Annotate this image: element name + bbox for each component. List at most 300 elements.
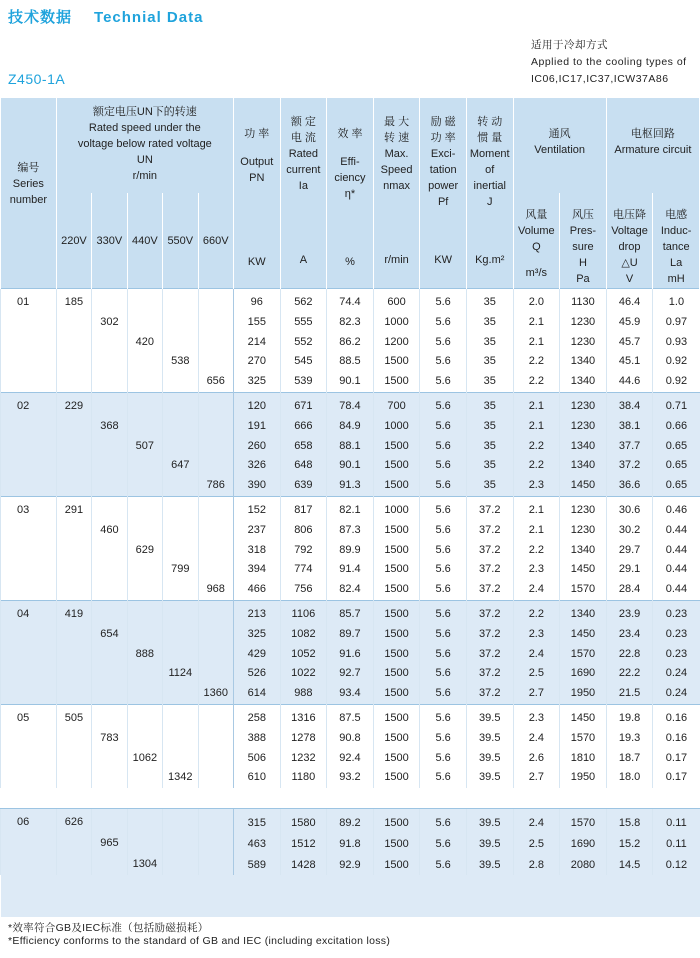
data-cell: 37.2	[466, 580, 513, 600]
data-cell: 38.1	[606, 417, 653, 437]
cooling-note	[531, 37, 687, 88]
data-cell: 88.1	[327, 437, 374, 457]
data-cell: 2.4	[513, 580, 560, 600]
data-cell: 1000	[373, 496, 420, 520]
data-cell: 0.44	[653, 521, 700, 541]
data-cell: 1500	[373, 541, 420, 561]
data-cell: 39.5	[466, 749, 513, 769]
rated-speed: 783	[100, 731, 119, 744]
data-cell: 1180	[280, 768, 327, 788]
data-cell: 1232	[280, 749, 327, 769]
data-cell: 0.65	[653, 456, 700, 476]
data-cell: 35	[466, 352, 513, 372]
header-volume: 风量 Volume Q m³/s	[513, 193, 560, 289]
data-cell: 1316	[280, 704, 327, 728]
data-cell: 5.6	[420, 392, 467, 416]
data-cell: 1950	[560, 768, 607, 788]
data-cell: 90.1	[327, 372, 374, 392]
data-cell: 5.6	[420, 521, 467, 541]
data-cell: 237	[233, 521, 280, 541]
data-cell: 29.1	[606, 560, 653, 580]
rated-speed: 1360	[203, 687, 228, 700]
header-efficiency: 效 率 Effi- ciency η* %	[327, 98, 374, 289]
data-cell: 39.5	[466, 808, 513, 833]
data-cell: 5.6	[420, 313, 467, 333]
data-cell: 388	[233, 729, 280, 749]
rated-speed: 419	[64, 607, 84, 620]
rated-speed: 629	[135, 543, 155, 556]
data-cell: 0.23	[653, 600, 700, 624]
data-cell: 2.2	[513, 600, 560, 624]
data-cell: 1500	[373, 855, 420, 876]
data-cell: 35	[466, 417, 513, 437]
header-armature: 电枢回路 Armature circuit	[606, 98, 699, 193]
data-cell: 260	[233, 437, 280, 457]
data-cell: 2.0	[513, 289, 560, 313]
data-cell: 0.11	[653, 834, 700, 855]
data-cell: 1.0	[653, 289, 700, 313]
rated-speed: 291	[64, 503, 84, 516]
data-cell: 0.17	[653, 749, 700, 769]
data-cell: 22.2	[606, 664, 653, 684]
series-number: 06	[1, 808, 57, 875]
data-cell: 1130	[560, 289, 607, 313]
data-cell: 2.2	[513, 437, 560, 457]
data-cell: 35	[466, 456, 513, 476]
data-cell: 1500	[373, 684, 420, 704]
table-row	[1, 808, 700, 833]
data-cell: 1570	[560, 808, 607, 833]
data-cell: 39.5	[466, 855, 513, 876]
data-cell: 37.2	[466, 600, 513, 624]
header-volt-550: 550V	[163, 193, 198, 289]
data-cell: 2.2	[513, 372, 560, 392]
data-cell: 15.2	[606, 834, 653, 855]
data-cell: 1340	[560, 372, 607, 392]
data-cell: 15.8	[606, 808, 653, 833]
data-cell: 92.9	[327, 855, 374, 876]
page-heading	[8, 6, 203, 27]
data-cell: 39.5	[466, 704, 513, 728]
data-cell: 5.6	[420, 352, 467, 372]
data-cell: 191	[233, 417, 280, 437]
data-cell: 120	[233, 392, 280, 416]
data-cell: 91.3	[327, 476, 374, 496]
data-cell: 1450	[560, 476, 607, 496]
data-cell: 37.2	[466, 625, 513, 645]
data-cell: 1340	[560, 456, 607, 476]
data-cell: 2.1	[513, 417, 560, 437]
speed-cell-4	[198, 600, 233, 704]
data-cell: 1500	[373, 834, 420, 855]
data-cell: 1340	[560, 541, 607, 561]
data-cell: 1230	[560, 313, 607, 333]
data-cell: 1500	[373, 437, 420, 457]
data-cell: 92.4	[327, 749, 374, 769]
data-cell: 1500	[373, 749, 420, 769]
table-row	[1, 289, 700, 313]
speed-cell-2	[127, 496, 162, 600]
data-cell: 539	[280, 372, 327, 392]
data-cell: 5.6	[420, 625, 467, 645]
header-inductance: 电感 Induc- tance La mH	[653, 193, 700, 289]
data-cell: 5.6	[420, 664, 467, 684]
data-cell: 325	[233, 372, 280, 392]
data-cell: 325	[233, 625, 280, 645]
data-cell: 0.24	[653, 684, 700, 704]
rated-speed: 460	[100, 523, 119, 536]
data-cell: 506	[233, 749, 280, 769]
rated-speed: 654	[100, 627, 119, 640]
data-cell: 90.1	[327, 456, 374, 476]
rated-speed: 302	[100, 315, 119, 328]
data-cell: 2.1	[513, 496, 560, 520]
data-cell: 1340	[560, 600, 607, 624]
data-cell: 5.6	[420, 749, 467, 769]
header-inertia: 转 动 惯 量 Moment of inertial J Kg.m²	[466, 98, 513, 289]
data-cell: 1512	[280, 834, 327, 855]
data-cell: 1580	[280, 808, 327, 833]
data-cell: 39.5	[466, 729, 513, 749]
data-cell: 0.71	[653, 392, 700, 416]
data-cell: 37.2	[606, 456, 653, 476]
data-cell: 270	[233, 352, 280, 372]
data-cell: 0.11	[653, 808, 700, 833]
data-cell: 5.6	[420, 333, 467, 353]
data-cell: 2.2	[513, 352, 560, 372]
rated-speed: 420	[135, 335, 155, 348]
data-cell: 19.3	[606, 729, 653, 749]
data-cell: 35	[466, 333, 513, 353]
header-excitation: 励 磁 功 率 Exci- tation power Pf KW	[420, 98, 467, 289]
data-cell: 318	[233, 541, 280, 561]
speed-cell-2	[127, 289, 162, 393]
data-cell: 466	[233, 580, 280, 600]
header-ventilation: 通风 Ventilation	[513, 98, 606, 193]
data-cell: 44.6	[606, 372, 653, 392]
data-cell: 22.8	[606, 645, 653, 665]
data-cell: 78.4	[327, 392, 374, 416]
data-cell: 30.6	[606, 496, 653, 520]
data-cell: 463	[233, 834, 280, 855]
data-cell: 86.2	[327, 333, 374, 353]
speed-cell-1	[92, 392, 127, 496]
rated-speed: 1342	[168, 771, 193, 784]
table-row	[1, 600, 700, 624]
rated-speed: 229	[64, 399, 84, 412]
data-cell: 1570	[560, 645, 607, 665]
heading-cn: 技术数据	[8, 9, 73, 26]
heading-en: Technial Data	[94, 9, 204, 26]
data-cell: 91.8	[327, 834, 374, 855]
rated-speed: 965	[100, 836, 119, 849]
data-cell: 0.93	[653, 333, 700, 353]
data-cell: 1570	[560, 580, 607, 600]
data-cell: 1500	[373, 352, 420, 372]
data-cell: 5.6	[420, 729, 467, 749]
data-cell: 429	[233, 645, 280, 665]
rated-speed: 786	[206, 479, 225, 492]
rated-speed: 799	[171, 563, 190, 576]
spacer-row	[1, 788, 700, 808]
data-cell: 45.1	[606, 352, 653, 372]
data-cell: 1500	[373, 372, 420, 392]
data-cell: 1500	[373, 456, 420, 476]
data-cell: 1690	[560, 834, 607, 855]
data-cell: 1340	[560, 437, 607, 457]
data-cell: 0.92	[653, 372, 700, 392]
data-cell: 89.2	[327, 808, 374, 833]
data-cell: 37.2	[466, 541, 513, 561]
data-cell: 1022	[280, 664, 327, 684]
speed-cell-0	[56, 808, 91, 875]
data-cell: 2.3	[513, 704, 560, 728]
series-number: 02	[1, 392, 57, 496]
rated-speed: 368	[100, 419, 119, 432]
data-cell: 1500	[373, 521, 420, 541]
data-cell: 90.8	[327, 729, 374, 749]
data-cell: 5.6	[420, 808, 467, 833]
speed-cell-1	[92, 289, 127, 393]
model-title: Z450-1A	[8, 71, 66, 87]
speed-cell-0	[56, 392, 91, 496]
speed-cell-0	[56, 704, 91, 788]
data-cell: 5.6	[420, 684, 467, 704]
data-cell: 600	[373, 289, 420, 313]
data-cell: 700	[373, 392, 420, 416]
data-cell: 0.92	[653, 352, 700, 372]
speed-cell-1	[92, 600, 127, 704]
data-cell: 35	[466, 313, 513, 333]
data-cell: 2.3	[513, 560, 560, 580]
speed-cell-2	[127, 808, 162, 875]
data-cell: 5.6	[420, 437, 467, 457]
data-cell: 1950	[560, 684, 607, 704]
data-cell: 1082	[280, 625, 327, 645]
data-cell: 91.6	[327, 645, 374, 665]
data-cell: 23.4	[606, 625, 653, 645]
data-cell: 5.6	[420, 289, 467, 313]
table-row	[1, 496, 700, 520]
data-cell: 35	[466, 289, 513, 313]
data-cell: 5.6	[420, 541, 467, 561]
data-cell: 0.12	[653, 855, 700, 876]
data-cell: 390	[233, 476, 280, 496]
data-cell: 0.23	[653, 625, 700, 645]
data-cell: 1500	[373, 768, 420, 788]
speed-cell-4	[198, 808, 233, 875]
rated-speed: 656	[206, 375, 225, 388]
data-cell: 1500	[373, 664, 420, 684]
data-cell: 545	[280, 352, 327, 372]
data-cell: 2.1	[513, 313, 560, 333]
footnote-en: *Efficiency conforms to the standard of GB and IEC (including excitation loss)	[8, 935, 391, 947]
data-cell: 0.44	[653, 541, 700, 561]
data-cell: 38.4	[606, 392, 653, 416]
rated-speed: 538	[171, 355, 190, 368]
data-cell: 46.4	[606, 289, 653, 313]
header-voltage-drop: 电压降 Voltage drop △U V	[606, 193, 653, 289]
data-cell: 45.9	[606, 313, 653, 333]
data-cell: 562	[280, 289, 327, 313]
data-cell: 39.5	[466, 768, 513, 788]
data-cell: 1000	[373, 417, 420, 437]
rated-speed: 1124	[168, 667, 193, 680]
data-cell: 1500	[373, 580, 420, 600]
data-cell: 87.5	[327, 704, 374, 728]
data-cell: 2.1	[513, 392, 560, 416]
data-cell: 1230	[560, 333, 607, 353]
rated-speed: 968	[206, 583, 225, 596]
data-cell: 0.65	[653, 476, 700, 496]
header-pressure: 风压 Pres- sure H Pa	[560, 193, 607, 289]
header-volt-660: 660V	[198, 193, 233, 289]
data-cell: 35	[466, 476, 513, 496]
speed-cell-2	[127, 600, 162, 704]
speed-cell-0	[56, 289, 91, 393]
series-number: 01	[1, 289, 57, 393]
data-cell: 2.5	[513, 664, 560, 684]
speed-cell-3	[163, 289, 198, 393]
data-cell: 1200	[373, 333, 420, 353]
speed-cell-3	[163, 704, 198, 788]
data-cell: 39.5	[466, 834, 513, 855]
header-number: 编号 Series number	[1, 98, 57, 289]
data-cell: 2.8	[513, 855, 560, 876]
speed-cell-3	[163, 808, 198, 875]
spec-body	[1, 289, 700, 917]
speed-cell-1	[92, 496, 127, 600]
data-cell: 2.2	[513, 541, 560, 561]
data-cell: 89.9	[327, 541, 374, 561]
rated-speed: 888	[135, 647, 155, 660]
data-cell: 14.5	[606, 855, 653, 876]
data-cell: 315	[233, 808, 280, 833]
header-max-speed: 最 大 转 速 Max. Speed nmax r/min	[373, 98, 420, 289]
data-cell: 1000	[373, 313, 420, 333]
data-cell: 37.2	[466, 521, 513, 541]
spec-table	[0, 98, 700, 917]
rated-speed: 626	[64, 815, 84, 828]
data-cell: 2.1	[513, 333, 560, 353]
series-number: 05	[1, 704, 57, 788]
data-cell: 88.5	[327, 352, 374, 372]
data-cell: 658	[280, 437, 327, 457]
data-cell: 29.7	[606, 541, 653, 561]
rated-speed: 1304	[132, 857, 158, 870]
data-cell: 1500	[373, 625, 420, 645]
data-cell: 0.24	[653, 664, 700, 684]
data-cell: 614	[233, 684, 280, 704]
data-cell: 36.6	[606, 476, 653, 496]
data-cell: 28.4	[606, 580, 653, 600]
series-number: 03	[1, 496, 57, 600]
data-cell: 1500	[373, 704, 420, 728]
data-cell: 37.2	[466, 496, 513, 520]
speed-cell-4	[198, 496, 233, 600]
data-cell: 1230	[560, 521, 607, 541]
data-cell: 35	[466, 437, 513, 457]
rated-speed: 507	[135, 439, 155, 452]
data-cell: 1052	[280, 645, 327, 665]
data-cell: 5.6	[420, 768, 467, 788]
data-cell: 37.2	[466, 560, 513, 580]
data-cell: 2080	[560, 855, 607, 876]
data-cell: 526	[233, 664, 280, 684]
speed-cell-4	[198, 704, 233, 788]
data-cell: 1450	[560, 625, 607, 645]
data-cell: 35	[466, 392, 513, 416]
table-row	[1, 704, 700, 728]
cooling-cn: 适用于冷却方式	[531, 39, 608, 51]
data-cell: 5.6	[420, 580, 467, 600]
data-cell: 82.1	[327, 496, 374, 520]
data-cell: 671	[280, 392, 327, 416]
speed-cell-4	[198, 289, 233, 393]
data-cell: 21.5	[606, 684, 653, 704]
data-cell: 1500	[373, 808, 420, 833]
data-cell: 19.8	[606, 704, 653, 728]
data-cell: 82.4	[327, 580, 374, 600]
rated-speed: 647	[171, 459, 190, 472]
data-cell: 394	[233, 560, 280, 580]
data-cell: 610	[233, 768, 280, 788]
cooling-en1: Applied to the cooling types of	[531, 56, 687, 68]
data-cell: 258	[233, 704, 280, 728]
header-volt-440: 440V	[127, 193, 162, 289]
data-cell: 1500	[373, 560, 420, 580]
data-cell: 817	[280, 496, 327, 520]
data-cell: 792	[280, 541, 327, 561]
data-cell: 5.6	[420, 645, 467, 665]
data-cell: 5.6	[420, 834, 467, 855]
data-cell: 1500	[373, 729, 420, 749]
data-cell: 756	[280, 580, 327, 600]
data-cell: 1500	[373, 476, 420, 496]
data-cell: 2.1	[513, 521, 560, 541]
data-cell: 18.7	[606, 749, 653, 769]
footnote	[8, 922, 390, 948]
data-cell: 5.6	[420, 476, 467, 496]
data-cell: 1450	[560, 704, 607, 728]
data-cell: 0.97	[653, 313, 700, 333]
data-cell: 1230	[560, 392, 607, 416]
data-cell: 1278	[280, 729, 327, 749]
footnote-cn: *效率符合GB及IEC标准（包括励磁损耗）	[8, 922, 209, 934]
rated-speed: 1062	[132, 751, 158, 764]
header-rated-speed: 额定电压UN下的转速 Rated speed under the voltage below rated voltage UN r/min	[56, 98, 233, 193]
data-cell: 23.9	[606, 600, 653, 624]
data-cell: 96	[233, 289, 280, 313]
data-cell: 1340	[560, 352, 607, 372]
speed-cell-1	[92, 808, 127, 875]
data-cell: 0.44	[653, 580, 700, 600]
data-cell: 1428	[280, 855, 327, 876]
data-cell: 92.7	[327, 664, 374, 684]
data-cell: 5.6	[420, 456, 467, 476]
data-cell: 5.6	[420, 372, 467, 392]
data-cell: 1230	[560, 496, 607, 520]
data-cell: 1450	[560, 560, 607, 580]
data-cell: 0.65	[653, 437, 700, 457]
data-cell: 988	[280, 684, 327, 704]
data-cell: 87.3	[327, 521, 374, 541]
data-cell: 37.2	[466, 664, 513, 684]
data-cell: 0.66	[653, 417, 700, 437]
data-cell: 89.7	[327, 625, 374, 645]
data-cell: 45.7	[606, 333, 653, 353]
data-cell: 82.3	[327, 313, 374, 333]
